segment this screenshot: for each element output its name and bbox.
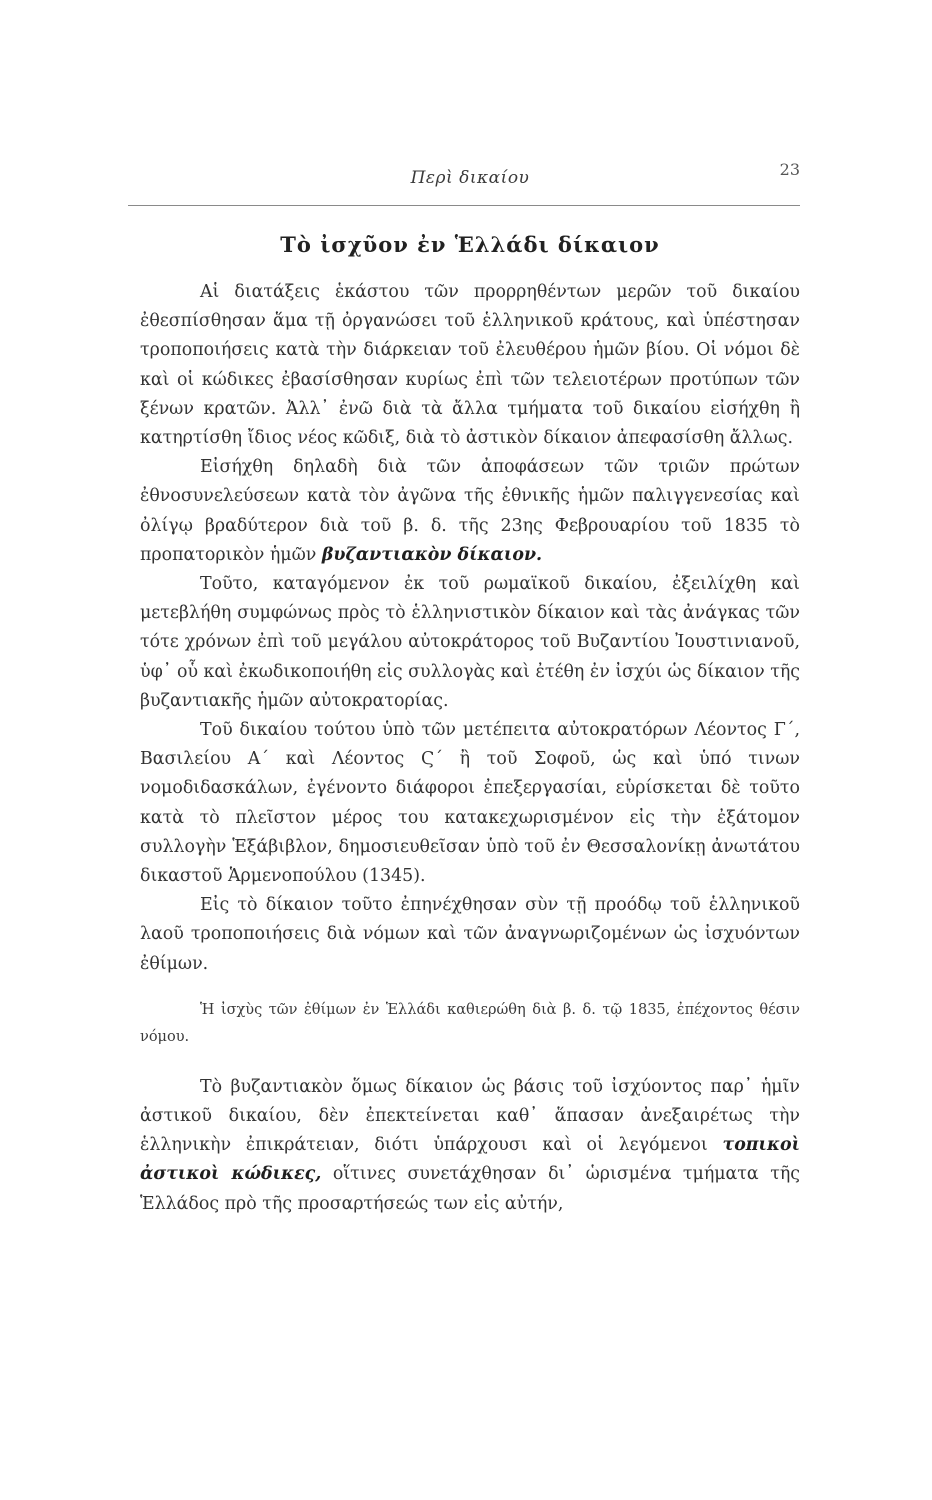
running-head	[140, 160, 800, 194]
paragraph-3: Τοῦτο, καταγόμενον ἐκ τοῦ ρωμαϊκοῦ δικαίου, ἐξειλίχθη καὶ μετεβλήθη συμφώνως πρὸς τὸ ἑλληνιστικὸν δίκαιον καὶ τὰς ἀνάγκας τῶν τότε χρόνων ἐπὶ τοῦ μεγάλου αὐτοκράτορος τοῦ Βυζαντίου Ἰουστινιανοῦ, ὑφ᾽ οὗ καὶ ἐκωδικοποιήθη εἰς συλλογὰς καὶ ἐτέθη ἐν ἰσχύι ὡς δίκαιον τῆς βυζαντιακῆς ἡμῶν αὐτοκρατορίας.	[140, 574, 800, 711]
note-paragraph: Ἡ ἰσχὺς τῶν ἐθίμων ἐν Ἑλλάδι καθιερώθη διὰ β. δ. τῷ 1835, ἐπέχοντος θέσιν νόμου.	[140, 1001, 800, 1045]
running-title: Περὶ δικαίου	[410, 168, 530, 188]
paragraph-6	[140, 1073, 800, 1219]
page-number: 23	[779, 160, 800, 179]
paragraph-5: Εἰς τὸ δίκαιον τοῦτο ἐπηνέχθησαν σὺν τῇ προόδῳ τοῦ ἑλληνικοῦ λαοῦ τροποποιήσεις διὰ νόμων καὶ τῶν ἀναγνωριζομένων ὡς ἰσχυόντων ἐθίμων.	[140, 895, 800, 974]
paragraph-1: Αἱ διατάξεις ἑκάστου τῶν προρρηθέντων μερῶν τοῦ δικαίου ἐθεσπίσθησαν ἅμα τῇ ὀργανώσει τοῦ ἑλληνικοῦ κράτους, καὶ ὑπέστησαν τροποποιήσεις κατὰ τὴν διάρκειαν τοῦ ἐλευθέρου ἡμῶν βίου. Οἱ νόμοι δὲ καὶ οἱ κώδικες ἐβασίσθησαν κυρίως ἐπὶ τῶν τελειοτέρων προτύπων τῶν ξένων κρατῶν. Ἀλλ᾽ ἐνῶ διὰ τὰ ἄλλα τμήματα τοῦ δικαίου εἰσήχθη ἢ κατηρτίσθη ἴδιος νέος κῶδιξ, διὰ τὸ ἀστικὸν δίκαιον ἀπεφασίσθη ἄλλως.	[140, 282, 800, 449]
paragraph-6-text: Τὸ βυζαντιακὸν ὅμως δίκαιον ὡς βάσις τοῦ ἰσχύοντος παρ᾽ ἡμῖν ἀστικοῦ δικαίου, δὲν ἐπεκτείνεται καθ᾽ ἅπασαν ἀνεξαιρέτως τὴν ἑλληνικὴν ἐπικράτειαν, διότι ὑπάρχουσι καὶ οἱ λεγόμενοι	[140, 1076, 800, 1156]
paragraph-6-emphasis: τοπικοὶ ἀστικοὶ κώδικες,	[140, 1135, 800, 1185]
paragraph-2	[140, 453, 800, 570]
body-text	[140, 278, 800, 1219]
paragraph-2-text: Εἰσήχθη δηλαδὴ διὰ τῶν ἀποφάσεων τῶν τριῶν πρώτων ἐθνοσυνελεύσεων κατὰ τὸν ἀγῶνα τῆς ἐθνικῆς ἡμῶν παλιγγενεσίας καὶ ὀλίγῳ βραδύτερον διὰ τοῦ β. δ. τῆς 23ης Φεβρουαρίου τοῦ 1835 τὸ προπατορικὸν ἡμῶν	[140, 457, 800, 565]
paragraph-2-emphasis: βυζαντιακὸν δίκαιον.	[321, 544, 543, 565]
header-rule	[128, 205, 800, 206]
paragraph-6-tail: οἵτινες συνετάχθησαν δι᾽ ὡρισμένα τμήματα τῆς Ἑλλάδος πρὸ τῆς προσαρτήσεώς των εἰς αὐτήν,	[140, 1164, 800, 1214]
paragraph-4: Τοῦ δικαίου τούτου ὑπὸ τῶν μετέπειτα αὐτοκρατόρων Λέοντος Γ΄, Βασιλείου Α΄ καὶ Λέοντος Ϛ΄ ἢ τοῦ Σοφοῦ, ὡς καὶ ὑπό τινων νομοδιδασκάλων, ἐγένοντο διάφοροι ἐπεξεργασίαι, εὑρίσκεται δὲ τοῦτο κατὰ τὸ πλεῖστον μέρος του κατακεχωρισμένον εἰς τὴν ἐξάτομον συλλογὴν Ἑξάβιβλον, δημοσιευθεῖσαν ὑπὸ τοῦ ἐν Θεσσαλονίκῃ ἀνωτάτου δικαστοῦ Ἁρμενοπούλου (1345).	[140, 720, 800, 887]
section-title: Τὸ ἰσχῦον ἐν Ἑλλάδι δίκαιον	[280, 232, 660, 257]
